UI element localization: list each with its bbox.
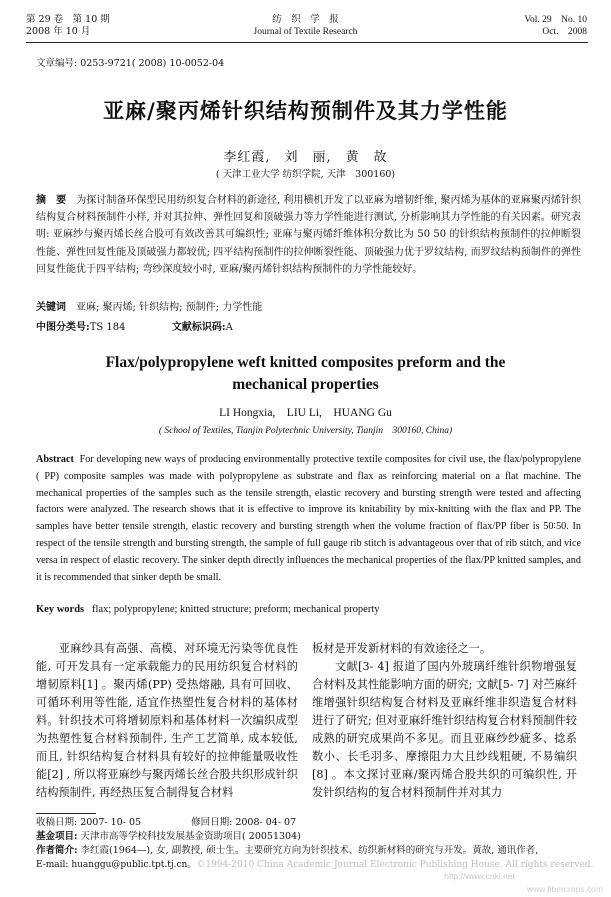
- article-id: 文章编号: 0253-9721( 2008) 10-0052-04: [36, 58, 225, 69]
- copyright-watermark: ©1994-2010 China Academic Journal Electronic Publishing House. All rights reserved.: [196, 860, 594, 870]
- title-en-line1: Flax/polypropylene weft knitted composites preform and the: [105, 354, 506, 371]
- keywords-cn: [36, 298, 262, 313]
- fibercrops-watermark: www.fibercrops.com: [526, 884, 603, 894]
- header-volume-en: Vol. 29 No. 10: [524, 15, 587, 25]
- header-journal-en: Journal of Textile Research: [253, 27, 358, 37]
- abstract-en: [36, 452, 581, 586]
- cnki-link[interactable]: http://www.cnki.net: [444, 871, 515, 881]
- fund-line: [36, 830, 586, 844]
- abstract-en-label: Abstract: [36, 454, 74, 465]
- doc-code-label: 文献标识码:: [171, 322, 226, 333]
- affiliation-en: ( School of Textiles, Tianjin Polytechnic University, Tianjin 300160, China): [158, 426, 453, 436]
- body-column-left: 亚麻纱具有高强、高模、对环境无污染等优良性能, 可开发具有一定承载能力的民用纺织复合材料的增韧原料[1] 。聚丙烯(PP) 受热熔融, 具有可回收、可循环利用等性能, 适宜作热塑性复合材料的基体材料。针织技术可将增韧原料和基体材料一次编织成型为热塑性复合材料预制件, 生产工艺简单, 成本较低, 而且, 针织结构复合材料具有较好的拉伸能量吸收性能[2] , 所以将亚麻纱与聚丙烯长丝合股共织形成针织结构预制件, 再经热压复合制得复合材料: [36, 642, 298, 799]
- abstract-cn: [36, 192, 581, 278]
- header-rule: [26, 42, 588, 43]
- footnote-rule: [36, 813, 96, 814]
- dates-line: [36, 816, 586, 830]
- footnotes: [36, 816, 594, 872]
- authors-cn: 李红霞, 刘 丽, 黄 故: [223, 150, 388, 165]
- keywords-cn-label: 关键词: [36, 302, 66, 313]
- title-en: [0, 352, 611, 396]
- body-column-right: 板材是开发新材料的有效途径之一。 文献[3- 4] 报道了国内外玻璃纤维针织物增强复合材料及其性能影响方面的研究; 文献[5- 7] 对苎麻纤维增强针织结构复合材料及亚麻纤维非织造复合材料进行了研究; 但对亚麻纤维针织结构复合材料预制件较成熟的研究成果尚不多见。而且亚麻纱纱疵多、捻系数小、长毛羽多、摩擦阻力大且纱线粗硬, 不易编织[8] 。本文探讨亚麻/聚丙烯合股共织的可编织性, 开发针织结构的复合材料预制件并对其力: [312, 642, 577, 799]
- fund-label: 基金项目:: [36, 831, 78, 842]
- abstract-cn-text: 为探讨制备环保型民用纺织复合材料的新途径, 利用横机开发了以亚麻为增韧纤维, 聚丙烯为基体的亚麻聚丙烯针织结构复合材料预制件小样, 并对其拉伸、弹性回复和顶破强力等力学性能进行测试, 分析影响其力学性能的有关因素。研究表明: 亚麻纱与聚丙烯长丝合股可有效改善其可编织性; 亚麻与聚丙烯纤维体积分数比为 50 50 的针织结构预制件的拉伸断裂性能、弹性回复性能及顶破强力都较优; 四平结构预制件的拉伸断裂性能、顶破强力优于罗纹结构, 而罗纹结构预制件的弹性回复性能优于四平结构; 弯纱深度较小时, 亚麻/聚丙烯针织结构预制件的力学性能较好。: [36, 195, 582, 275]
- classification-cn: [36, 318, 233, 333]
- header-right: [524, 14, 587, 38]
- doc-code-value: A: [225, 322, 233, 333]
- header-date-cn: 2008 年 10 月: [26, 26, 91, 37]
- abstract-cn-label: 摘 要: [36, 195, 67, 206]
- revised-date: 修回日期: 2008- 04- 07: [191, 817, 297, 828]
- header-center: [0, 14, 611, 38]
- header-journal-cn: 纺 织 学 报: [272, 14, 339, 25]
- affiliation-cn: ( 天津工业大学 纺织学院, 天津 300160): [215, 169, 396, 180]
- title-en-line2: mechanical properties: [232, 376, 379, 393]
- keywords-cn-text: 亚麻; 聚丙烯; 针织结构; 预制件; 力学性能: [76, 302, 263, 313]
- header-date-en: Oct. 2008: [542, 27, 587, 37]
- clc-label: 中图分类号:: [36, 322, 90, 333]
- keywords-en-label: Key words: [36, 604, 85, 615]
- header-volume-cn: 第 29 卷 第 10 期: [26, 14, 110, 25]
- author-email: E-mail: huanggu@public.tpt.tj.cn。: [36, 860, 197, 870]
- keywords-en: [36, 604, 379, 615]
- author-label: 作者简介:: [36, 845, 78, 856]
- fund-text: 天津市高等学校科技发展基金资助项目( 20051304): [80, 831, 301, 842]
- keywords-en-text: flax; polypropylene; knitted structure; preform; mechanical property: [92, 604, 380, 615]
- title-cn: 亚麻/聚丙烯针织结构预制件及其力学性能: [103, 98, 508, 123]
- received-date: 收稿日期: 2007- 10- 05: [36, 817, 142, 828]
- email-line: [36, 858, 596, 872]
- author-line: [36, 844, 586, 858]
- abstract-en-text: For developing new ways of producing environmentally protective textile composites for civil use, the flax/polypropylene ( PP) composite samples was made with polypropylene as substrate and flax as reinforcing material on a flat machine. The mechanical properties of the samples such as the tensile strength, elastic recovery and bursting strength were tested and affecting factors were analyzed. The research shows that it is effective to improve its knitability by mix-knitting with the flax and PP. The samples have better tensile strength, elastic recovery and bursting strength when the volume fraction of flax/PP fiber is 50∶50. In respect of the tensile strength and bursting strength, the sample of full gauge rib stitch is advantageous over that of rib stitch, and vice versa in respect of elastic recovery. The sinker depth directly influences the mechanical properties of the flax/PP knitted samples, and it is recommended that sinker depth be small.: [36, 454, 581, 583]
- clc-value: TS 184: [89, 322, 126, 333]
- authors-en: LI Hongxia, LIU Li, HUANG Gu: [219, 407, 392, 419]
- author-text: 李红霞(1964—), 女, 副教授, 硕士生。主要研究方向为针织技术、纺织新材料的研究与开发。黄故, 通讯作者,: [80, 845, 539, 856]
